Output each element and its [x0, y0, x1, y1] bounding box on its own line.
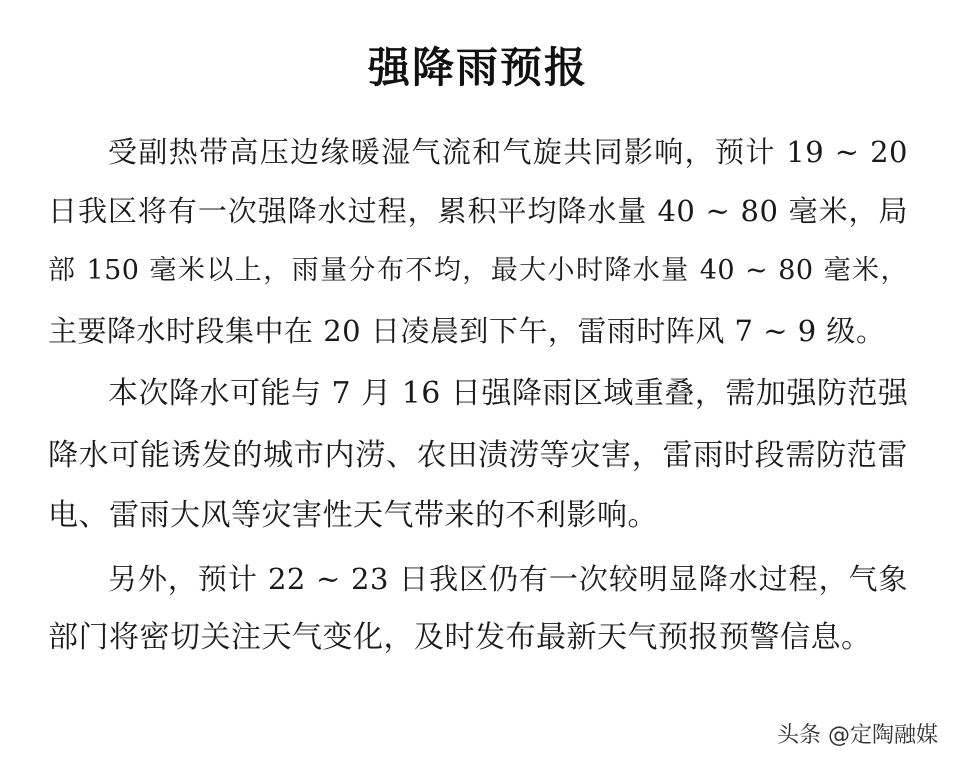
- paragraph-2-line-1: 本次降水可能与 7 月 16 日强降雨区域重叠，需加强防范强: [108, 376, 909, 411]
- paragraph-3-line-2: 部门将密切关注天气变化，及时发布最新天气预报预警信息。: [48, 620, 872, 655]
- paragraph-2-line-2: 降水可能诱发的城市内涝、农田渍涝等灾害，雷雨时段需防范雷: [48, 438, 908, 473]
- paragraph-3-line-1: 另外，预计 22 ~ 23 日我区仍有一次较明显降水过程，气象: [108, 562, 908, 596]
- paragraph-1-line-2: 日我区将有一次强降水过程，累积平均降水量 40 ~ 80 毫米，局: [48, 194, 908, 228]
- paragraph-1-line-1: 受副热带高压边缘暖湿气流和气旋共同影响，预计 19 ~ 20: [108, 135, 908, 169]
- document-title: 强降雨预报: [367, 43, 588, 92]
- source-watermark: 头条 @定陶融媒: [777, 723, 938, 748]
- paragraph-2-line-3: 电、雷雨大风等灾害性天气带来的不利影响。: [48, 498, 658, 533]
- paragraph-1-line-3: 部 150 毫米以上，雨量分布不均，最大小时降水量 40 ~ 80 毫米，: [48, 255, 908, 286]
- paragraph-1-line-4: 主要降水时段集中在 20 日凌晨到下午，雷雨时阵风 7 ~ 9 级。: [48, 314, 886, 348]
